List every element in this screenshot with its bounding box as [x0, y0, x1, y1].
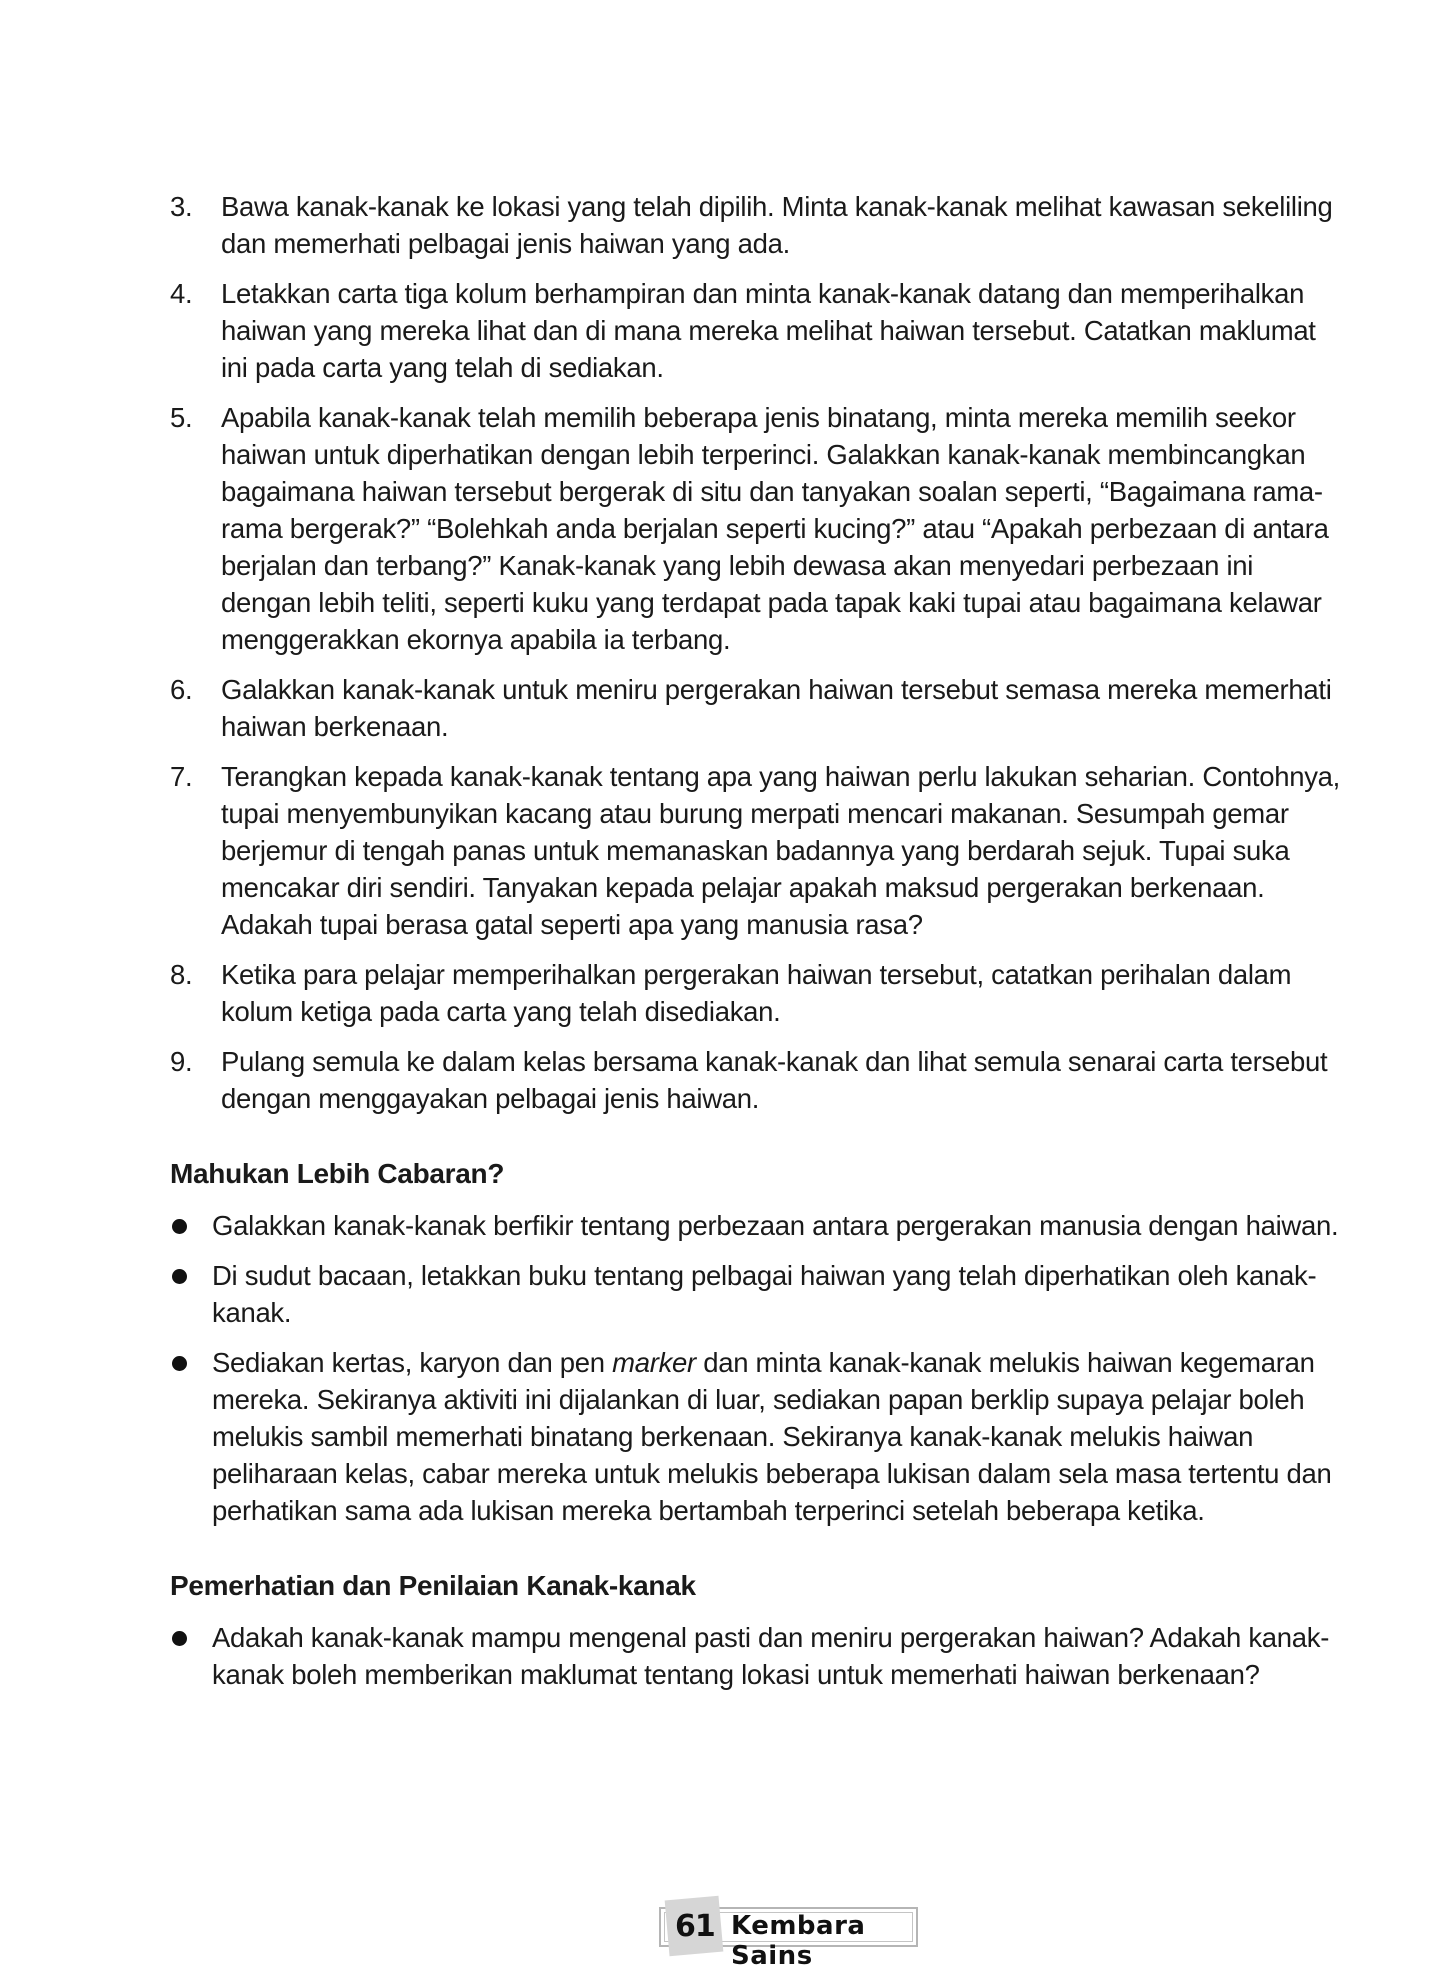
challenge-text-italic: marker — [612, 1347, 696, 1378]
bullet-icon — [172, 1356, 187, 1371]
assessment-text: Adakah kanak-kanak mampu mengenal pasti dan meniru pergerakan haiwan? Adakah kanak-kanak boleh memberikan maklumat tentang lokasi untuk memerhati haiwan berkenaan? — [212, 1622, 1330, 1690]
bullet-icon — [172, 1269, 187, 1284]
step-item — [170, 188, 1340, 262]
challenge-text-end: dan minta kanak-kanak melukis haiwan kegemaran mereka. Sekiranya aktiviti ini dijalankan di luar, sediakan papan berklip supaya pelajar boleh melukis sambil memerhati binatang berkenaan. Sekiranya kanak-kanak melukis haiwan peliharaan kelas, cabar mereka untuk melukis beberapa lukisan dalam sela masa tertentu dan perhatikan sama ada lukisan mereka bertambah terperinci setelah beberapa ketika. — [212, 1347, 1332, 1526]
challenge-heading: Mahukan Lebih Cabaran? — [170, 1158, 505, 1189]
step-number: 6. — [170, 674, 193, 705]
step-item — [170, 956, 1340, 1030]
step-number: 8. — [170, 959, 193, 990]
challenge-text-start: Sediakan kertas, karyon dan pen — [212, 1347, 613, 1378]
bullet-icon — [172, 1631, 187, 1646]
step-text: Apabila kanak-kanak telah memilih beberapa jenis binatang, minta mereka memilih seekor haiwan untuk diperhatikan dengan lebih terperinci. Galakkan kanak-kanak membincangkan bagaimana haiwan tersebut bergerak di situ dan tanyakan soalan seperti, “Bagaimana rama-rama bergerak?” “Bolehkah anda berjalan seperti kucing?” atau “Apakah perbezaan di antara berjalan dan terbang?” Kanak-kanak yang lebih dewasa akan menyedari perbezaan ini dengan lebih teliti, seperti kuku yang terdapat pada tapak kaki tupai atau bagaimana kelawar menggerakkan ekornya apabila ia terbang. — [221, 402, 1329, 655]
page-content — [170, 188, 1340, 1706]
step-item — [170, 671, 1340, 745]
page-number: 61 — [675, 1909, 715, 1944]
step-number: 4. — [170, 278, 193, 309]
activity-steps-list — [170, 188, 1340, 1117]
step-item — [170, 399, 1340, 658]
challenge-text: Galakkan kanak-kanak berfikir tentang perbezaan antara pergerakan manusia dengan haiwan. — [212, 1210, 1339, 1241]
challenge-item — [170, 1344, 1340, 1529]
challenge-text: Di sudut bacaan, letakkan buku tentang pelbagai haiwan yang telah diperhatikan oleh kanak-kanak. — [212, 1260, 1317, 1328]
page-footer — [659, 1907, 918, 1971]
book-title: Kembara Sains — [731, 1911, 866, 1971]
assessment-item — [170, 1619, 1340, 1693]
step-number: 7. — [170, 761, 193, 792]
challenge-list — [170, 1207, 1340, 1529]
step-number: 9. — [170, 1046, 193, 1077]
challenge-item — [170, 1207, 1340, 1244]
step-item — [170, 1043, 1340, 1117]
bullet-icon — [172, 1219, 187, 1234]
assessment-heading: Pemerhatian dan Penilaian Kanak-kanak — [170, 1570, 696, 1601]
step-item — [170, 275, 1340, 386]
challenge-item — [170, 1257, 1340, 1331]
step-text: Pulang semula ke dalam kelas bersama kanak-kanak dan lihat semula senarai carta tersebut dengan menggayakan pelbagai jenis haiwan. — [221, 1046, 1328, 1114]
step-text: Letakkan carta tiga kolum berhampiran dan minta kanak-kanak datang dan memperihalkan haiwan yang mereka lihat dan di mana mereka melihat haiwan tersebut. Catatkan maklumat ini pada carta yang telah di sediakan. — [221, 278, 1316, 383]
step-text: Galakkan kanak-kanak untuk meniru pergerakan haiwan tersebut semasa mereka memerhati haiwan berkenaan. — [221, 674, 1332, 742]
assessment-list — [170, 1619, 1340, 1693]
step-text: Bawa kanak-kanak ke lokasi yang telah dipilih. Minta kanak-kanak melihat kawasan sekeliling dan memerhati pelbagai jenis haiwan yang ada. — [221, 191, 1333, 259]
step-number: 3. — [170, 191, 193, 222]
step-text: Ketika para pelajar memperihalkan pergerakan haiwan tersebut, catatkan perihalan dalam kolum ketiga pada carta yang telah disediakan. — [221, 959, 1292, 1027]
step-number: 5. — [170, 402, 193, 433]
step-text: Terangkan kepada kanak-kanak tentang apa yang haiwan perlu lakukan seharian. Contohnya, tupai menyembunyikan kacang atau burung merpati mencari makanan. Sesumpah gemar berjemur di tengah panas untuk memanaskan badannya yang berdarah sejuk. Tupai suka mencakar diri sendiri. Tanyakan kepada pelajar apakah maksud pergerakan berkenaan. Adakah tupai berasa gatal seperti apa yang manusia rasa? — [221, 761, 1341, 940]
step-item — [170, 758, 1340, 943]
